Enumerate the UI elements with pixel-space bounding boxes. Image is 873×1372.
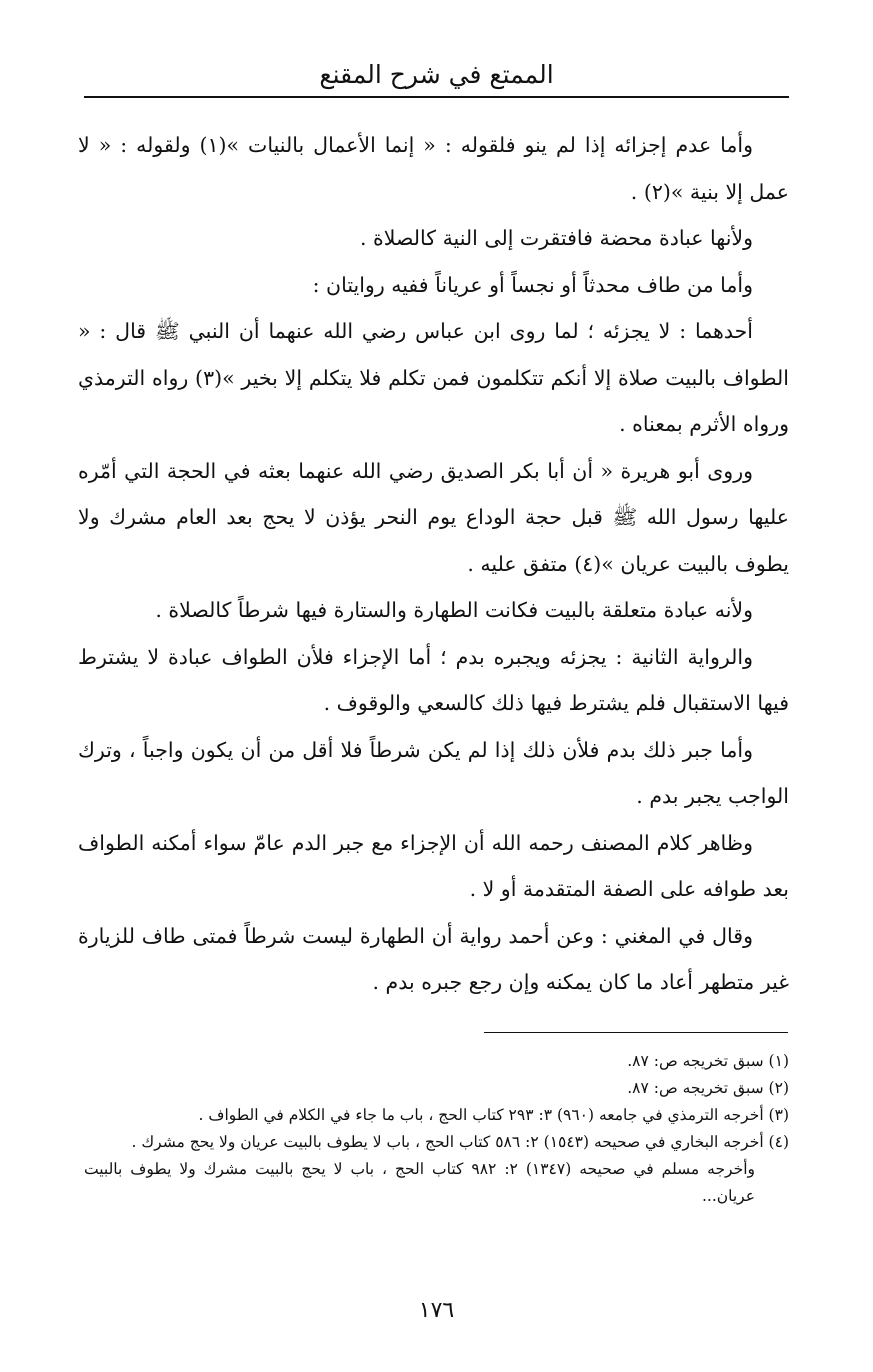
- paragraph: وقال في المغني : وعن أحمد رواية أن الطهارة ليست شرطاً فمتى طاف للزيارة غير متطهر أعاد ما كان يمكنه وإن رجع جبره بدم .: [78, 923, 789, 994]
- footnotes: [84, 1048, 789, 1210]
- paragraph: ولأنها عبادة محضة فافتقرت إلى النية كالصلاة .: [360, 226, 753, 250]
- footnote: (٣) أخرجه الترمذي في جامعه (٩٦٠) ٣: ٢٩٣ كتاب الحج ، باب ما جاء في الكلام في الطواف .: [198, 1106, 789, 1124]
- paragraph: وظاهر كلام المصنف رحمه الله أن الإجزاء مع جبر الدم عامّ سواء أمكنه الطواف بعد طوافه على الصفة المتقدمة أو لا .: [78, 830, 789, 901]
- main-text: [78, 122, 789, 1006]
- paragraph: وأما جبر ذلك بدم فلأن ذلك إذا لم يكن شرطاً فلا أقل من أن يكون واجباً ، وترك الواجب يجبر بدم .: [78, 737, 789, 808]
- header-rule: [84, 96, 789, 98]
- footnote-continuation: وأخرجه مسلم في صحيحه (١٣٤٧) ٢: ٩٨٢ كتاب الحج ، باب لا يحج بالبيت مشرك ولا يطوف بالبيت عريان...: [84, 1160, 755, 1205]
- running-header: الممتع في شرح المقنع: [319, 60, 554, 89]
- paragraph: وروى أبو هريرة « أن أبا بكر الصديق رضي الله عنهما بعثه في الحجة التي أمّره عليها رسول الله ﷺ قبل حجة الوداع يوم النحر يؤذن لا يحج بعد العام مشرك ولا يطوف بالبيت عريان »(٤) متفق عليه .: [78, 458, 789, 576]
- paragraph: أحدهما : لا يجزئه ؛ لما روى ابن عباس رضي الله عنهما أن النبي ﷺ قال : « الطواف بالبيت صلاة إلا أنكم تتكلمون فمن تكلم فلا يتكلم إلا بخير »(٣) رواه الترمذي ورواه الأثرم بمعناه .: [78, 319, 789, 436]
- footnote: (٢) سبق تخريجه ص: ٨٧.: [627, 1079, 789, 1097]
- paragraph: والرواية الثانية : يجزئه ويجبره بدم ؛ أما الإجزاء فلأن الطواف عبادة لا يشترط فيها الاستقبال فلم يشترط فيها ذلك كالسعي والوقوف .: [78, 644, 789, 715]
- paragraph: ولأنه عبادة متعلقة بالبيت فكانت الطهارة والستارة فيها شرطاً كالصلاة .: [155, 598, 753, 622]
- footnote: (٤) أخرجه البخاري في صحيحه (١٥٤٣) ٢: ٥٨٦ كتاب الحج ، باب لا يطوف بالبيت عريان ولا يحج مشرك .: [131, 1133, 789, 1151]
- page-number: ١٧٦: [418, 1298, 455, 1323]
- paragraph: وأما من طاف محدثاً أو نجساً أو عرياناً ففيه روايتان :: [312, 272, 753, 297]
- footnote: (١) سبق تخريجه ص: ٨٧.: [627, 1052, 789, 1070]
- footnote-rule: [484, 1032, 788, 1033]
- paragraph: وأما عدم إجزائه إذا لم ينو فلقوله : « إنما الأعمال بالنيات »(١) ولقوله : « لا عمل إلا بنية »(٢) .: [78, 133, 789, 204]
